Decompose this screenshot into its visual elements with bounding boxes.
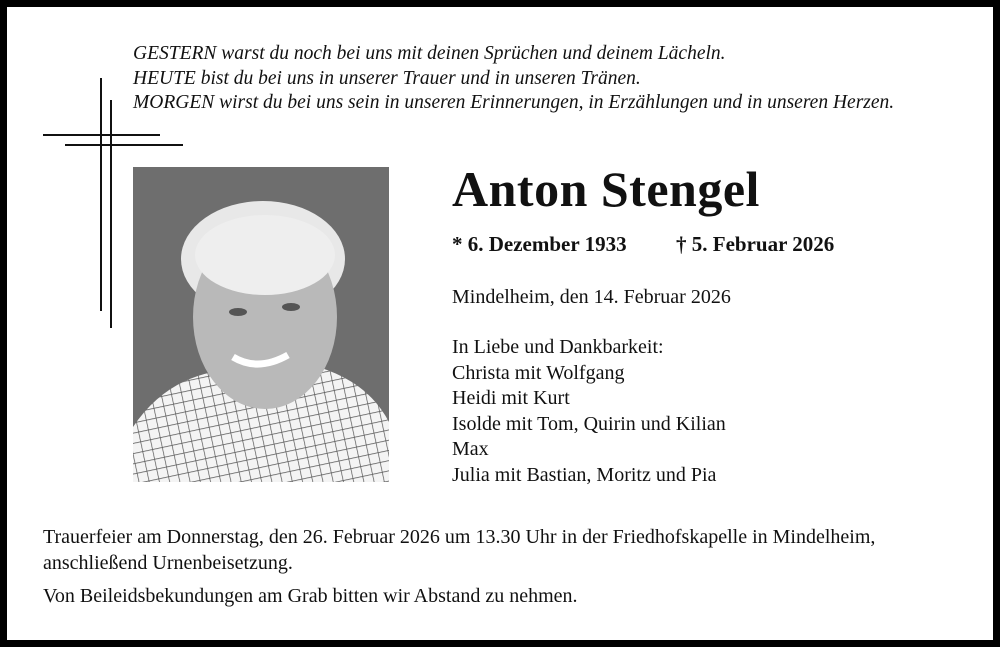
funeral-line: anschließend Urnenbeisetzung. <box>43 551 293 574</box>
mourner: Christa mit Wolfgang <box>452 361 625 384</box>
motto-line: GESTERN warst du noch bei uns mit deinen Sprüchen und deinem Lächeln. <box>133 43 726 64</box>
mourners-list <box>452 335 726 488</box>
mourner: Julia mit Bastian, Moritz und Pia <box>452 463 717 486</box>
motto-line: HEUTE bist du bei uns in unserer Trauer und in unseren Tränen. <box>133 67 641 89</box>
funeral-line: Trauerfeier am Donnerstag, den 26. Februar 2026 um 13.30 Uhr in der Friedhofskapelle in Mindelheim, <box>43 526 876 548</box>
condolence-note: Von Beileidsbekundungen am Grab bitten wir Abstand zu nehmen. <box>43 585 578 607</box>
motto-line: MORGEN wirst du bei uns sein in unseren Erinnerungen, in Erzählungen und in unseren Herzen. <box>133 92 895 113</box>
portrait-photo <box>133 167 389 482</box>
mourner: Heidi mit Kurt <box>452 387 570 409</box>
mourner: Isolde mit Tom, Quirin und Kilian <box>452 412 726 435</box>
deceased-name: Anton Stengel <box>452 161 760 217</box>
mourners-intro: In Liebe und Dankbarkeit: <box>452 336 664 358</box>
death-date: † 5. Februar 2026 <box>676 232 835 256</box>
place-date: Mindelheim, den 14. Februar 2026 <box>452 286 731 308</box>
birth-date: * 6. Dezember 1933 <box>452 232 627 256</box>
motto-verse <box>133 42 894 116</box>
funeral-info <box>43 525 875 610</box>
mourner: Max <box>452 438 489 460</box>
